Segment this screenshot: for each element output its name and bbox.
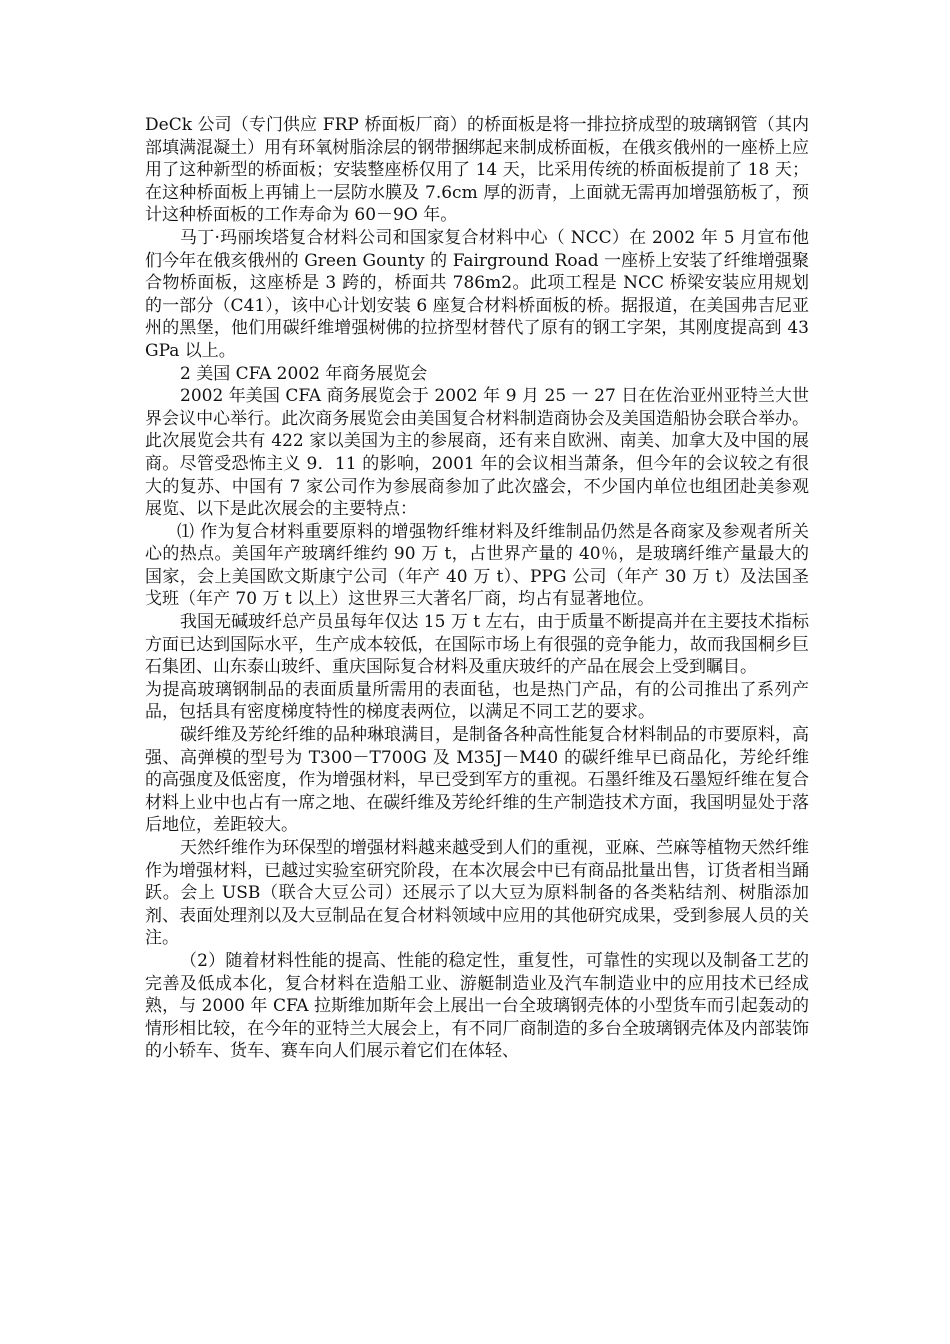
paragraph-natural-fiber: 天然纤维作为环保型的增强材料越来越受到人们的重视，亚麻、苎麻等植物天然纤维作为增强材料，已越过实验室研究阶段，在本次展会中已有商品批量出售，订货者相当踊跃。会上 USB（联合大豆公司）还展示了以大豆为原料制备的各类粘结剂、树脂添加剂、表面处理剂以及大豆制品在复合材料领域中应用的其他研究成果，受到参展人员的关注。	[145, 838, 809, 949]
paragraph-surface-mat: 为提高玻璃钢制品的表面质量所需用的表面毡，也是热门产品，有的公司推出了系列产品，包括具有密度梯度特性的梯度表两位，以满足不同工艺的要求。	[145, 679, 809, 723]
paragraph-point-2-applications: （2）随着材料性能的提高、性能的稳定性，重复性，可靠性的实现以及制备工艺的完善及低成本化，复合材料在造船工业、游艇制造业及汽车制造业中的应用技术已经成熟，与 2000 年 CFA 拉斯维加斯年会上展出一台全玻璃钢壳体的小型货车而引起轰动的情形相比较，在今年的亚特兰大展会上，有不同厂商制造的多台全玻璃钢壳体及内部装饰的小轿车、货车、赛车向人们展示着它们在体轻、	[145, 950, 809, 1062]
paragraph-ncc-bridge: 马丁·玛丽埃塔复合材料公司和国家复合材料中心（ NCC）在 2002 年 5 月宣布他们今年在俄亥俄州的 Green Gounty 的 Fairground Road 一座桥上安装了纤维增强聚合物桥面板，这座桥是 3 跨的，桥面共 786m2。此项工程是 NCC 桥梁安装应用规划的一部分（C41），该中心计划安装 6 座复合材料桥面板的桥。据报道，在美国弗吉尼亚州的黑堡，他们用碳纤维增强树佛的拉挤型材替代了原有的钢工字架，其刚度提高到 43 GPa 以上。	[145, 227, 809, 361]
paragraph-point-1-fibers: ⑴ 作为复合材料重要原料的增强物纤维材料及纤维制品仍然是各商家及参观者所关心的热点。美国年产玻璃纤维约 90 万 t，占世界产量的 40％，是玻璃纤维产量最大的国家，会上美国欧文斯康宁公司（年产 40 万 t）、PPG 公司（年产 30 万 t）及法国圣戈班（年产 70 万 t 以上）这世界三大著名厂商，均占有显著地位。	[145, 521, 809, 610]
paragraph-deck-bridge-deck: DeCk 公司（专门供应 FRP 桥面板厂商）的桥面板是将一排拉挤成型的玻璃钢管（其内部填满混凝土）用有环氧树脂涂层的钢带捆绑起来制成桥面板，在俄亥俄州的一座桥上应用了这种新型的桥面板；安装整座桥仅用了 14 天，比采用传统的桥面板提前了 18 天；在这种桥面板上再铺上一层防水膜及 7.6cm 厚的沥青，上面就无需再加增强筋板了，预计这种桥面板的工作寿命为 60－9O 年。	[145, 115, 809, 226]
paragraph-china-glass-fiber: 我国无碱玻纤总产员虽每年仅达 15 万 t 左右，由于质量不断提高并在主要技术指标方面已达到国际水平，生产成本较低，在国际市场上有很强的竞争能力，故而我国桐乡巨石集团、山东泰山玻纤、重庆国际复合材料及重庆玻纤的产品在展会上受到瞩目。	[145, 612, 809, 678]
document-page	[145, 114, 809, 1063]
paragraph-cfa-exhibition: 2002 年美国 CFA 商务展览会于 2002 年 9 月 25 一 27 日在佐治亚州亚特兰大世界会议中心举行。此次商务展览会由美国复合材料制造商协会及美国造船协会联合举办。此次展览会共有 422 家以美国为主的参展商，还有来自欧洲、南美、加拿大及中国的展商。尽管受恐怖主义 9．11 的影响，2001 年的会议相当萧条，但今年的会议较之有很大的复苏、中国有 7 家公司作为参展商参加了此次盛会，不少国内单位也组团赴美参观展览、以下是此次展会的主要特点：	[145, 386, 809, 520]
paragraph-carbon-aramid: 碳纤维及芳纶纤维的品种琳琅满目，是制备各种高性能复合材料制品的市要原料，高强、高弹模的型号为 T300－T700G 及 M35J－M40 的碳纤维早已商品化，芳纶纤维的高强度及低密度，作为增强材料，早已受到军方的重视。石墨纤维及石墨短纤维在复合材料上业中也占有一席之地、在碳纤维及芳纶纤维的生产制造技术方面，我国明显处于落后地位，差距较大。	[145, 725, 809, 836]
section-heading-cfa-2002: 2 美国 CFA 2002 年商务展览会	[180, 363, 428, 384]
